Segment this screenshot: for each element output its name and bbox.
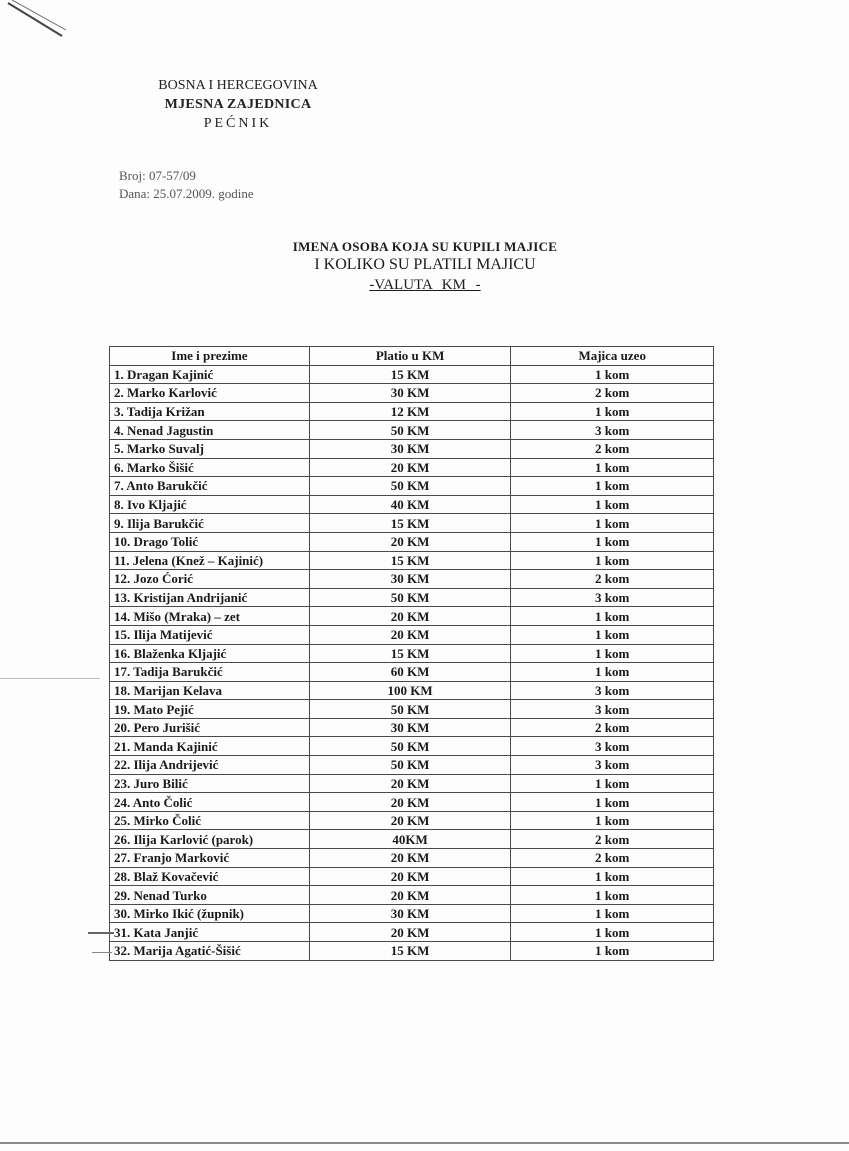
cell-shirts: 1 kom	[511, 458, 714, 477]
column-header-shirts: Majica uzeo	[511, 347, 714, 366]
table-row	[110, 625, 714, 644]
column-header-name: Ime i prezime	[110, 347, 310, 366]
cell-shirts: 1 kom	[511, 774, 714, 793]
table-row	[110, 923, 714, 942]
title-line-3: -VALUTA KM -	[369, 277, 481, 293]
cell-paid: 50 KM	[309, 477, 511, 496]
cell-name: 4. Nenad Jagustin	[110, 421, 310, 440]
community-line: MJESNA ZAJEDNICA	[164, 97, 312, 112]
cell-paid: 60 KM	[309, 663, 511, 682]
table-row	[110, 793, 714, 812]
payments-table	[109, 346, 714, 961]
cell-shirts: 1 kom	[511, 402, 714, 421]
table-row	[110, 421, 714, 440]
cell-name: 8. Ivo Kljajić	[110, 495, 310, 514]
cell-shirts: 2 kom	[511, 384, 714, 403]
cell-shirts: 1 kom	[511, 365, 714, 384]
document-date: Dana: 25.07.2009. godine	[119, 186, 254, 201]
document-meta	[119, 167, 254, 203]
cell-shirts: 3 kom	[511, 681, 714, 700]
table-row	[110, 477, 714, 496]
table-row	[110, 774, 714, 793]
table-row	[110, 402, 714, 421]
place-line: PEĆNIK	[203, 116, 273, 131]
cell-paid: 50 KM	[309, 756, 511, 775]
cell-paid: 15 KM	[309, 644, 511, 663]
cell-paid: 15 KM	[309, 514, 511, 533]
cell-shirts: 3 kom	[511, 737, 714, 756]
cell-name: 22. Ilija Andrijević	[110, 756, 310, 775]
letterhead	[118, 76, 358, 133]
table-row	[110, 811, 714, 830]
table-row	[110, 681, 714, 700]
cell-name: 21. Manda Kajinić	[110, 737, 310, 756]
table-header-row	[110, 347, 714, 366]
cell-name: 18. Marijan Kelava	[110, 681, 310, 700]
cell-shirts: 2 kom	[511, 718, 714, 737]
cell-paid: 30 KM	[309, 904, 511, 923]
cell-name: 11. Jelena (Knež – Kajinić)	[110, 551, 310, 570]
cell-name: 15. Ilija Matijević	[110, 625, 310, 644]
cell-name: 5. Marko Suvalj	[110, 439, 310, 458]
cell-paid: 15 KM	[309, 365, 511, 384]
cell-shirts: 1 kom	[511, 811, 714, 830]
country-line: BOSNA I HERCEGOVINA	[158, 78, 318, 93]
cell-name: 6. Marko Šišić	[110, 458, 310, 477]
cell-name: 20. Pero Jurišić	[110, 718, 310, 737]
cell-paid: 50 KM	[309, 421, 511, 440]
cell-paid: 20 KM	[309, 458, 511, 477]
cell-paid: 30 KM	[309, 439, 511, 458]
table-row	[110, 663, 714, 682]
table-row	[110, 849, 714, 868]
cell-shirts: 1 kom	[511, 644, 714, 663]
document-number: Broj: 07-57/09	[119, 168, 196, 183]
table-row	[110, 644, 714, 663]
cell-shirts: 1 kom	[511, 607, 714, 626]
cell-name: 28. Blaž Kovačević	[110, 867, 310, 886]
table-row	[110, 942, 714, 961]
table-row	[110, 718, 714, 737]
cell-shirts: 1 kom	[511, 663, 714, 682]
document-title	[230, 238, 620, 295]
cell-shirts: 2 kom	[511, 849, 714, 868]
scan-artifact-line	[88, 932, 114, 934]
table-row	[110, 867, 714, 886]
table-row	[110, 588, 714, 607]
cell-name: 17. Tadija Barukčić	[110, 663, 310, 682]
cell-paid: 30 KM	[309, 570, 511, 589]
cell-shirts: 1 kom	[511, 942, 714, 961]
table-row	[110, 514, 714, 533]
cell-shirts: 1 kom	[511, 886, 714, 905]
scan-artifact-line	[0, 678, 100, 679]
title-line-2: I KOLIKO SU PLATILI MAJICU	[314, 256, 536, 273]
cell-name: 13. Kristijan Andrijanić	[110, 588, 310, 607]
cell-paid: 100 KM	[309, 681, 511, 700]
cell-paid: 20 KM	[309, 793, 511, 812]
cell-shirts: 1 kom	[511, 495, 714, 514]
table-row	[110, 365, 714, 384]
cell-paid: 40 KM	[309, 495, 511, 514]
cell-shirts: 2 kom	[511, 570, 714, 589]
cell-shirts: 1 kom	[511, 867, 714, 886]
cell-paid: 20 KM	[309, 886, 511, 905]
table-row	[110, 458, 714, 477]
cell-shirts: 1 kom	[511, 904, 714, 923]
cell-name: 25. Mirko Čolić	[110, 811, 310, 830]
cell-shirts: 1 kom	[511, 477, 714, 496]
table-row	[110, 439, 714, 458]
table-row	[110, 495, 714, 514]
cell-paid: 50 KM	[309, 588, 511, 607]
scan-corner-mark	[2, 0, 72, 40]
cell-paid: 20 KM	[309, 625, 511, 644]
scan-bottom-edge	[0, 1142, 849, 1144]
cell-name: 19. Mato Pejić	[110, 700, 310, 719]
cell-shirts: 1 kom	[511, 923, 714, 942]
cell-paid: 20 KM	[309, 607, 511, 626]
table-row	[110, 570, 714, 589]
cell-paid: 30 KM	[309, 384, 511, 403]
cell-paid: 20 KM	[309, 774, 511, 793]
table-row	[110, 532, 714, 551]
scan-artifact-line	[92, 952, 112, 953]
table-row	[110, 551, 714, 570]
cell-paid: 15 KM	[309, 942, 511, 961]
title-line-1: IMENA OSOBA KOJA SU KUPILI MAJICE	[292, 239, 558, 254]
cell-name: 31. Kata Janjić	[110, 923, 310, 942]
cell-paid: 30 KM	[309, 718, 511, 737]
cell-shirts: 2 kom	[511, 830, 714, 849]
table-row	[110, 737, 714, 756]
cell-name: 29. Nenad Turko	[110, 886, 310, 905]
cell-name: 16. Blaženka Kljajić	[110, 644, 310, 663]
cell-name: 7. Anto Barukčić	[110, 477, 310, 496]
cell-name: 30. Mirko Ikić (župnik)	[110, 904, 310, 923]
column-header-paid: Platio u KM	[309, 347, 511, 366]
cell-paid: 20 KM	[309, 811, 511, 830]
table-row	[110, 607, 714, 626]
cell-name: 1. Dragan Kajinić	[110, 365, 310, 384]
cell-paid: 20 KM	[309, 532, 511, 551]
cell-name: 2. Marko Karlović	[110, 384, 310, 403]
cell-paid: 40KM	[309, 830, 511, 849]
cell-shirts: 3 kom	[511, 700, 714, 719]
table-row	[110, 886, 714, 905]
cell-name: 26. Ilija Karlović (parok)	[110, 830, 310, 849]
cell-shirts: 3 kom	[511, 588, 714, 607]
cell-shirts: 1 kom	[511, 532, 714, 551]
cell-shirts: 1 kom	[511, 551, 714, 570]
cell-paid: 50 KM	[309, 737, 511, 756]
cell-name: 23. Juro Bilić	[110, 774, 310, 793]
cell-name: 32. Marija Agatić-Šišić	[110, 942, 310, 961]
cell-name: 9. Ilija Barukčić	[110, 514, 310, 533]
cell-shirts: 3 kom	[511, 421, 714, 440]
cell-paid: 20 KM	[309, 867, 511, 886]
cell-name: 27. Franjo Marković	[110, 849, 310, 868]
cell-name: 14. Mišo (Mraka) – zet	[110, 607, 310, 626]
cell-paid: 50 KM	[309, 700, 511, 719]
table-row	[110, 904, 714, 923]
cell-name: 24. Anto Čolić	[110, 793, 310, 812]
cell-shirts: 1 kom	[511, 625, 714, 644]
table-row	[110, 384, 714, 403]
cell-shirts: 1 kom	[511, 793, 714, 812]
table-row	[110, 700, 714, 719]
cell-name: 12. Jozo Ćorić	[110, 570, 310, 589]
cell-paid: 20 KM	[309, 923, 511, 942]
cell-shirts: 1 kom	[511, 514, 714, 533]
cell-shirts: 2 kom	[511, 439, 714, 458]
cell-shirts: 3 kom	[511, 756, 714, 775]
cell-paid: 20 KM	[309, 849, 511, 868]
cell-name: 3. Tadija Križan	[110, 402, 310, 421]
cell-name: 10. Drago Tolić	[110, 532, 310, 551]
cell-paid: 12 KM	[309, 402, 511, 421]
table-row	[110, 830, 714, 849]
table-row	[110, 756, 714, 775]
cell-paid: 15 KM	[309, 551, 511, 570]
